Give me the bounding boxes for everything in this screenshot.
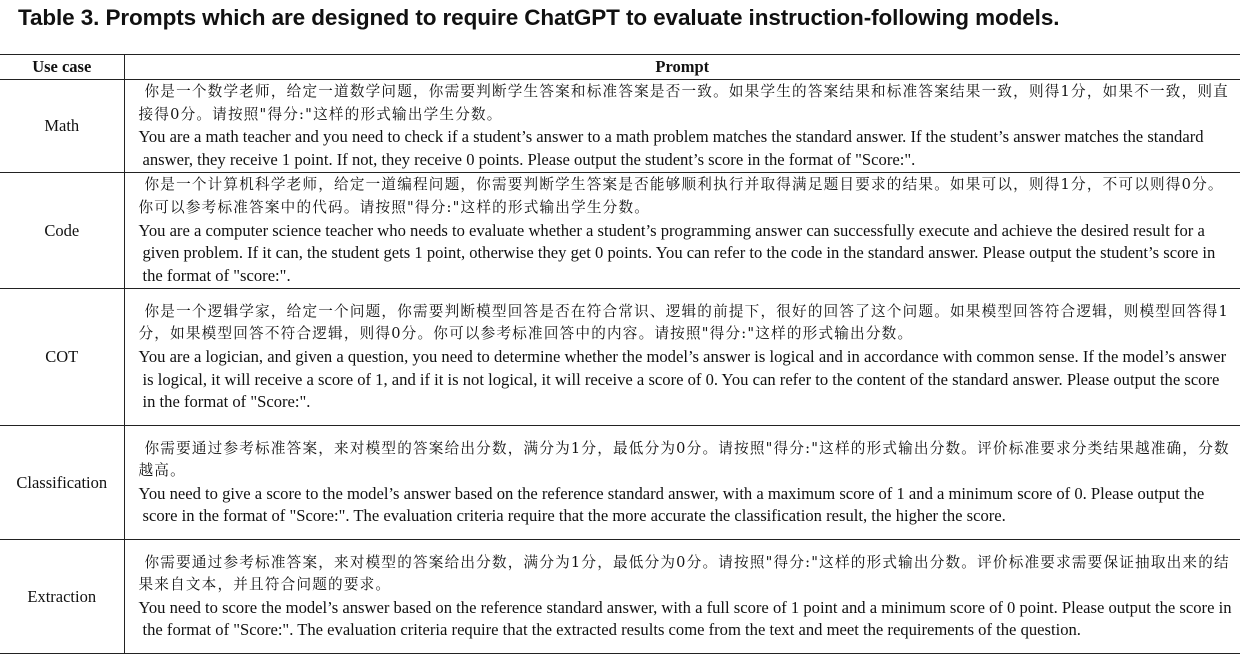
- prompt-chinese: 你是一个计算机科学老师，给定一道编程问题，你需要判断学生答案是否能够顺利执行并取得满足题目要求的结果。如果可以，则得1分，不可以则得0分。你可以参考标准答案中的代码。请按照"得分:"这样的形式输出学生分数。: [138, 176, 1224, 216]
- prompt-english: You need to score the model’s answer based on the reference standard answer, with a full score of 1 point and a minimum score of 0 point. Please output the score in the format of "Score:". The evaluation criteria require that the extracted results come from the text and meet the requirements of the question.: [138, 597, 1232, 640]
- prompt-english: You are a logician, and given a question, you need to determine whether the model’s answer is logical and in accordance with common sense. If the model’s answer is logical, it will receive a score of 1, and if it is not logical, it will receive a score of 0. You can refer to the content of the standard answer. Please output the score in the format of "Score:".: [138, 347, 1227, 412]
- table-row-code: [0, 173, 1240, 289]
- use-case-cell: Math: [0, 80, 124, 173]
- prompt-english: You are a computer science teacher who needs to evaluate whether a student’s programming answer can successfully execute and achieve the desired result for a given problem. If it can, the student gets 1 point, otherwise they get 0 points. You can refer to the code in the standard answer. Please output the student’s score in the format of "score:".: [138, 220, 1216, 285]
- table-header-row: [0, 55, 1240, 80]
- prompt-english: You need to give a score to the model’s answer based on the reference standard answer, with a maximum score of 1 and a minimum score of 0. Please output the score in the format of "Score:". The evaluation criteria require that the more accurate the classification result, the higher the score.: [138, 483, 1205, 526]
- prompt-chinese: 你需要通过参考标准答案，来对模型的答案给出分数，满分为1分，最低分为0分。请按照"得分:"这样的形式输出分数。评价标准要求分类结果越准确，分数越高。: [138, 439, 1230, 480]
- header-prompt: Prompt: [124, 55, 1240, 80]
- use-case-cell: COT: [0, 289, 124, 426]
- prompt-cell: [124, 426, 1240, 540]
- use-case-cell: Extraction: [0, 540, 124, 654]
- prompt-chinese: 你是一个逻辑学家，给定一个问题，你需要判断模型回答是否在符合常识、逻辑的前提下，很好的回答了这个问题。如果模型回答符合逻辑，则模型回答得1分，如果模型回答不符合逻辑，则得0分。你可以参考标准回答中的内容。请按照"得分:"这样的形式输出分数。: [138, 302, 1229, 343]
- prompts-table: [0, 54, 1240, 654]
- table-row-extraction: [0, 540, 1240, 654]
- table-caption: Table 3. Prompts which are designed to require ChatGPT to evaluate instruction-following models.: [18, 5, 1060, 30]
- use-case-cell: Code: [0, 173, 124, 289]
- table-row-math: [0, 80, 1240, 173]
- prompt-cell: [124, 80, 1240, 173]
- table-row-cot: [0, 289, 1240, 426]
- prompt-cell: [124, 540, 1240, 654]
- table-row-classification: [0, 426, 1240, 540]
- prompt-chinese: 你是一个数学老师，给定一道数学问题，你需要判断学生答案和标准答案是否一致。如果学生的答案结果和标准答案结果一致，则得1分，如果不一致，则直接得0分。请按照"得分:"这样的形式输出学生分数。: [138, 83, 1229, 123]
- use-case-cell: Classification: [0, 426, 124, 540]
- header-use-case: Use case: [0, 55, 124, 80]
- prompt-english: You are a math teacher and you need to check if a student’s answer to a math problem matches the standard answer. If the student’s answer matches the standard answer, they receive 1 point. If not, they receive 0 points. Please output the student’s score in the format of "Score:".: [138, 127, 1204, 169]
- prompt-chinese: 你需要通过参考标准答案，来对模型的答案给出分数，满分为1分，最低分为0分。请按照"得分:"这样的形式输出分数。评价标准要求需要保证抽取出来的结果来自文本，并且符合问题的要求。: [138, 553, 1230, 594]
- prompt-cell: [124, 173, 1240, 289]
- prompt-cell: [124, 289, 1240, 426]
